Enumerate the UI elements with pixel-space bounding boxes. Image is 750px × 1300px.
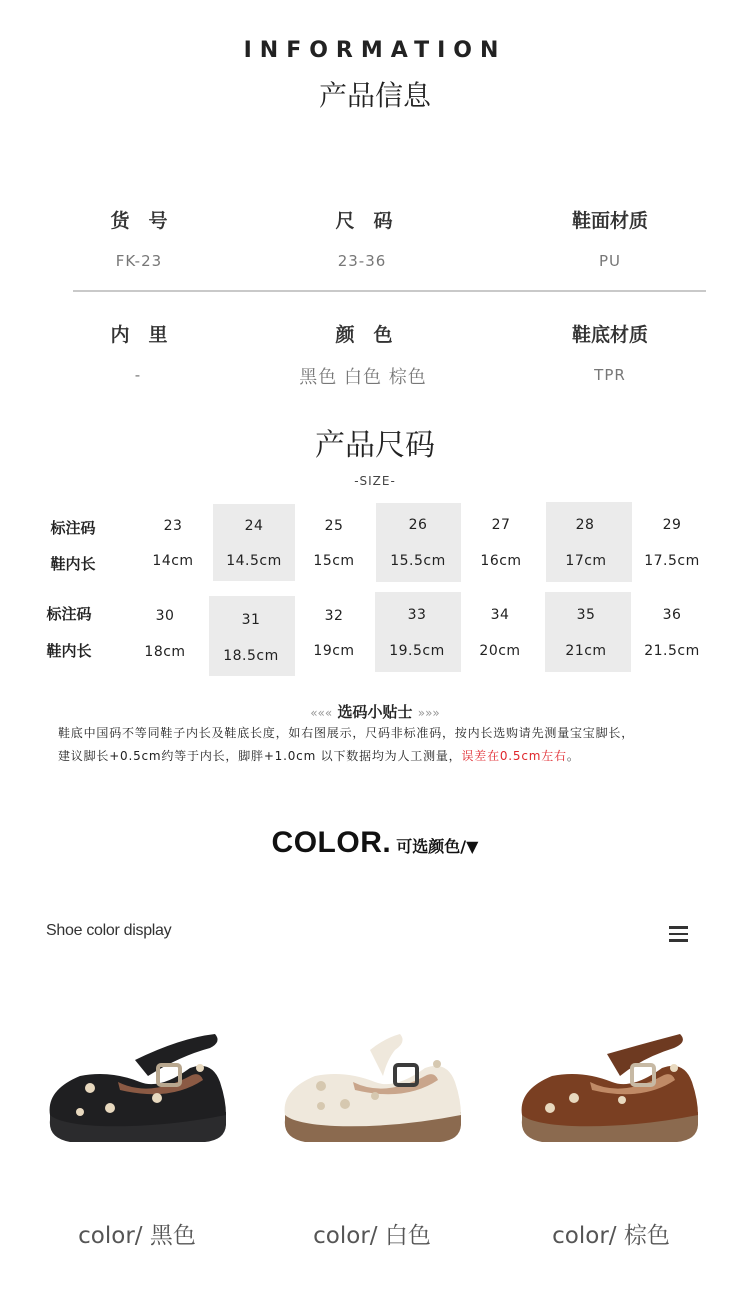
shoe-brown-image[interactable] [512, 1020, 712, 1160]
spec-label-color: 颜 色 [335, 324, 393, 346]
size-length-cell: 20cm [479, 643, 521, 659]
shoe-flower [371, 1092, 379, 1100]
size-code-cell: 27 [491, 517, 511, 533]
shoe-flower [76, 1108, 84, 1116]
size-code-cell: 26 [408, 517, 428, 533]
size-length-cell: 14.5cm [226, 553, 282, 569]
spec-label-sole-material: 鞋底材质 [571, 324, 648, 346]
size-length-cell: 21.5cm [644, 643, 700, 659]
size-length-cell: 19cm [313, 643, 355, 659]
size-tips-title [0, 701, 750, 722]
size-column-shade [209, 596, 295, 676]
shoe-strap [370, 1034, 403, 1076]
size-length-cell: 17.5cm [644, 553, 700, 569]
shoe-caption-white: color/ 白色 [313, 1223, 431, 1249]
size-column-shade [375, 592, 461, 672]
tips-line-2 [58, 747, 738, 764]
size-code-cell: 24 [244, 518, 264, 534]
tips-arrows-right: »»» [417, 706, 440, 720]
size-code-cell: 35 [576, 607, 596, 623]
spec-value-sole-material: TPR [594, 366, 626, 384]
shoe-flower [196, 1064, 204, 1072]
color-heading [0, 826, 750, 860]
shoe-flower [340, 1099, 350, 1109]
shoe-upper [50, 1066, 226, 1126]
size-length-cell: 18.5cm [223, 648, 279, 664]
color-heading-cn: 可选颜色/▼ [396, 837, 479, 856]
spec-divider [73, 290, 706, 292]
shoe-flower [433, 1060, 441, 1068]
size-length-cell: 16cm [480, 553, 522, 569]
tips-title-text: 选码小贴士 [337, 703, 413, 721]
size-length-cell: 15.5cm [390, 553, 446, 569]
size-chart-title: 产品尺码 [315, 428, 435, 463]
shoe-black-image[interactable] [40, 1020, 240, 1160]
size-code-cell: 34 [490, 607, 510, 623]
size-length-cell: 19.5cm [389, 643, 445, 659]
shoe-white-image[interactable] [275, 1020, 475, 1160]
spec-value-upper-material: PU [598, 252, 622, 270]
spec-value-lining: - [134, 366, 142, 384]
menu-icon[interactable] [669, 925, 688, 943]
size-column-shade [546, 502, 632, 582]
size-code-cell: 33 [407, 607, 427, 623]
size-code-cell: 30 [155, 608, 175, 624]
spec-label-lining: 内 里 [110, 324, 168, 346]
shoe-flower [152, 1093, 162, 1103]
size-code-cell: 25 [324, 518, 344, 534]
size-row-label-length: 鞋内长 [50, 555, 96, 573]
spec-value-item-no: FK-23 [115, 252, 163, 270]
shoe-color-display-label: Shoe color display [46, 922, 172, 939]
shoe-flower [545, 1103, 555, 1113]
size-chart-subtitle: -SIZE- [354, 474, 396, 488]
color-heading-en: COLOR. [271, 826, 392, 859]
spec-value-size: 23-36 [337, 252, 387, 270]
shoe-caption-black: color/ 黑色 [78, 1223, 196, 1249]
size-row-label-code: 标注码 [46, 605, 92, 623]
size-code-cell: 32 [324, 608, 344, 624]
tips-line-2-text: 建议脚长+0.5cm约等于内长，脚胖+1.0cm 以下数据均为人工测量， [58, 749, 462, 763]
size-length-cell: 15cm [313, 553, 355, 569]
size-code-cell: 29 [662, 517, 682, 533]
shoe-flower [317, 1102, 325, 1110]
size-code-cell: 23 [163, 518, 183, 534]
tips-line-1: 鞋底中国码不等同鞋子内长及鞋底长度，如右图展示，尺码非标准码，按内长选购请先测量宝宝脚长， [58, 726, 635, 740]
size-code-cell: 31 [241, 612, 261, 628]
size-row-label-length: 鞋内长 [46, 642, 92, 660]
size-length-cell: 18cm [144, 644, 186, 660]
shoe-flower [85, 1083, 95, 1093]
size-row-label-code: 标注码 [50, 519, 96, 537]
size-code-cell: 36 [662, 607, 682, 623]
size-column-shade [213, 504, 295, 581]
shoe-upper [522, 1066, 698, 1126]
info-title-en: INFORMATION [243, 38, 507, 63]
size-length-cell: 17cm [565, 553, 607, 569]
shoe-flower [618, 1096, 626, 1104]
size-column-shade [376, 503, 461, 582]
info-title-cn: 产品信息 [318, 79, 431, 112]
shoe-flower [316, 1081, 326, 1091]
tips-arrows-left: ««« [310, 706, 333, 720]
spec-label-upper-material: 鞋面材质 [571, 210, 648, 232]
shoe-flower [569, 1093, 579, 1103]
size-code-cell: 28 [575, 517, 595, 533]
size-length-cell: 14cm [152, 553, 194, 569]
spec-value-color: 黑色 白色 棕色 [299, 367, 427, 388]
size-length-cell: 21cm [565, 643, 607, 659]
size-column-shade [545, 592, 631, 672]
shoe-flower [105, 1103, 115, 1113]
spec-label-size: 尺 码 [335, 210, 393, 232]
spec-label-item-no: 货 号 [110, 210, 168, 232]
shoe-caption-brown: color/ 棕色 [552, 1223, 670, 1249]
tips-line-2-end: 。 [566, 749, 580, 763]
tips-error-note: 误差在0.5cm左右 [461, 749, 567, 763]
shoe-flower [670, 1064, 678, 1072]
